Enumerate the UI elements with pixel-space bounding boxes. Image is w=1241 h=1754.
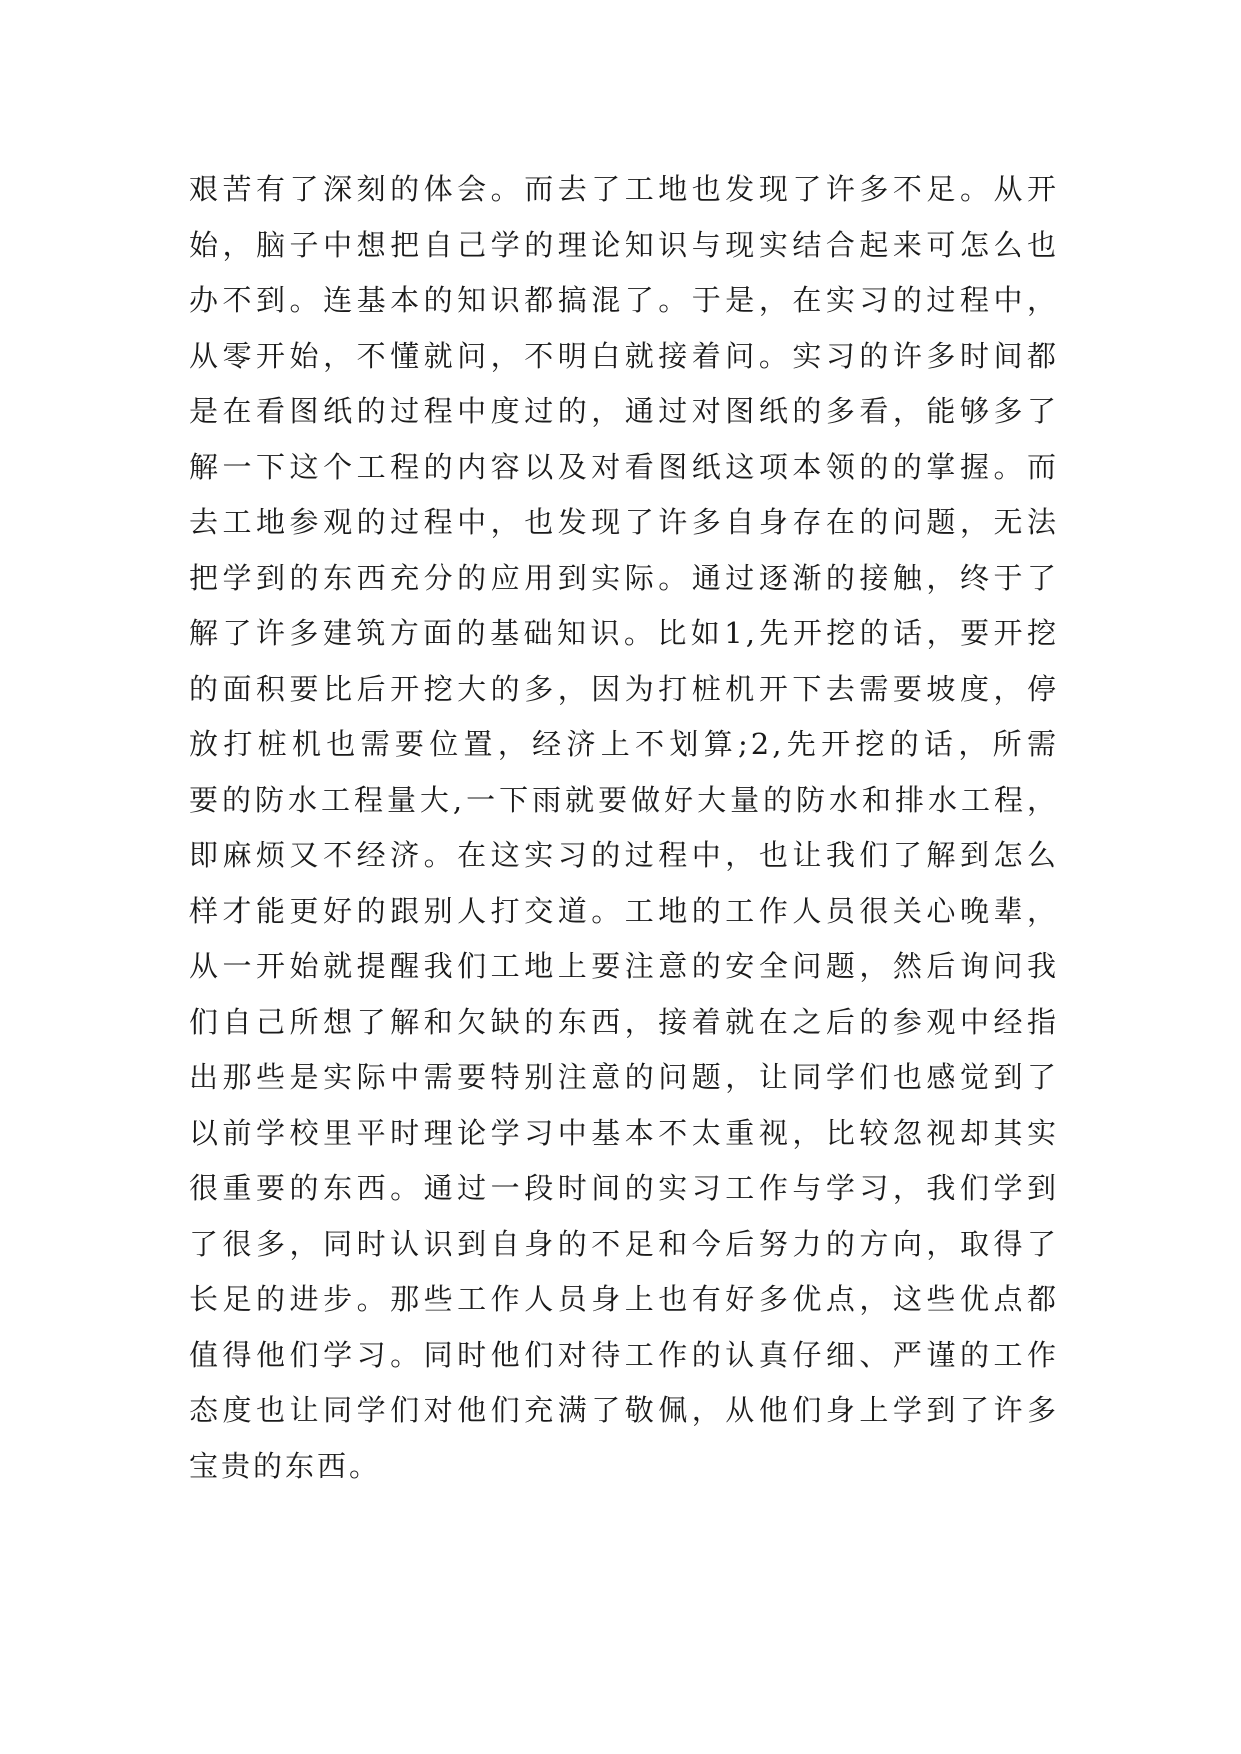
text-line: 去工地参观的过程中，也发现了许多自身存在的问题，无法	[189, 505, 1059, 539]
text-line: 放打桩机也需要位置，经济上不划算;2,先开挖的话，所需	[189, 727, 1059, 761]
text-line: 即麻烦又不经济。在这实习的过程中，也让我们了解到怎么	[189, 838, 1059, 872]
text-line: 解了许多建筑方面的基础知识。比如1,先开挖的话，要开挖	[189, 616, 1059, 650]
text-line: 办不到。连基本的知识都搞混了。于是，在实习的过程中，	[189, 283, 1059, 317]
text-line: 的面积要比后开挖大的多，因为打桩机开下去需要坡度，停	[189, 671, 1059, 706]
text-line: 要的防水工程量大,一下雨就要做好大量的防水和排水工程，	[189, 782, 1059, 817]
text-line: 态度也让同学们对他们充满了敬佩，从他们身上学到了许多	[189, 1393, 1059, 1427]
text-line: 样才能更好的跟别人打交道。工地的工作人员很关心晚辈，	[189, 893, 1059, 928]
text-line: 是在看图纸的过程中度过的，通过对图纸的多看，能够多了	[189, 394, 1059, 428]
text-line: 把学到的东西充分的应用到实际。通过逐渐的接触，终于了	[189, 560, 1059, 595]
text-line: 始，脑子中想把自己学的理论知识与现实结合起来可怎么也	[189, 227, 1059, 262]
text-line: 了很多，同时认识到自身的不足和今后努力的方向，取得了	[189, 1226, 1059, 1261]
text-line: 艰苦有了深刻的体会。而去了工地也发现了许多不足。从开	[189, 172, 1059, 206]
text-line: 从零开始，不懂就问，不明白就接着问。实习的许多时间都	[189, 338, 1059, 373]
text-line: 长足的进步。那些工作人员身上也有好多优点，这些优点都	[189, 1282, 1059, 1316]
text-line: 以前学校里平时理论学习中基本不太重视，比较忽视却其实	[189, 1115, 1059, 1150]
text-line: 很重要的东西。通过一段时间的实习工作与学习，我们学到	[189, 1171, 1059, 1205]
text-line: 们自己所想了解和欠缺的东西，接着就在之后的参观中经指	[189, 1004, 1059, 1039]
text-line-last: 宝贵的东西。	[189, 1448, 382, 1483]
text-line: 出那些是实际中需要特别注意的问题，让同学们也感觉到了	[189, 1060, 1059, 1094]
text-line: 从一开始就提醒我们工地上要注意的安全问题，然后询问我	[189, 949, 1059, 983]
text-line: 解一下这个工程的内容以及对看图纸这项本领的的掌握。而	[189, 449, 1059, 484]
body-paragraph	[189, 162, 1059, 1494]
text-line: 值得他们学习。同时他们对待工作的认真仔细、严谨的工作	[189, 1337, 1059, 1372]
